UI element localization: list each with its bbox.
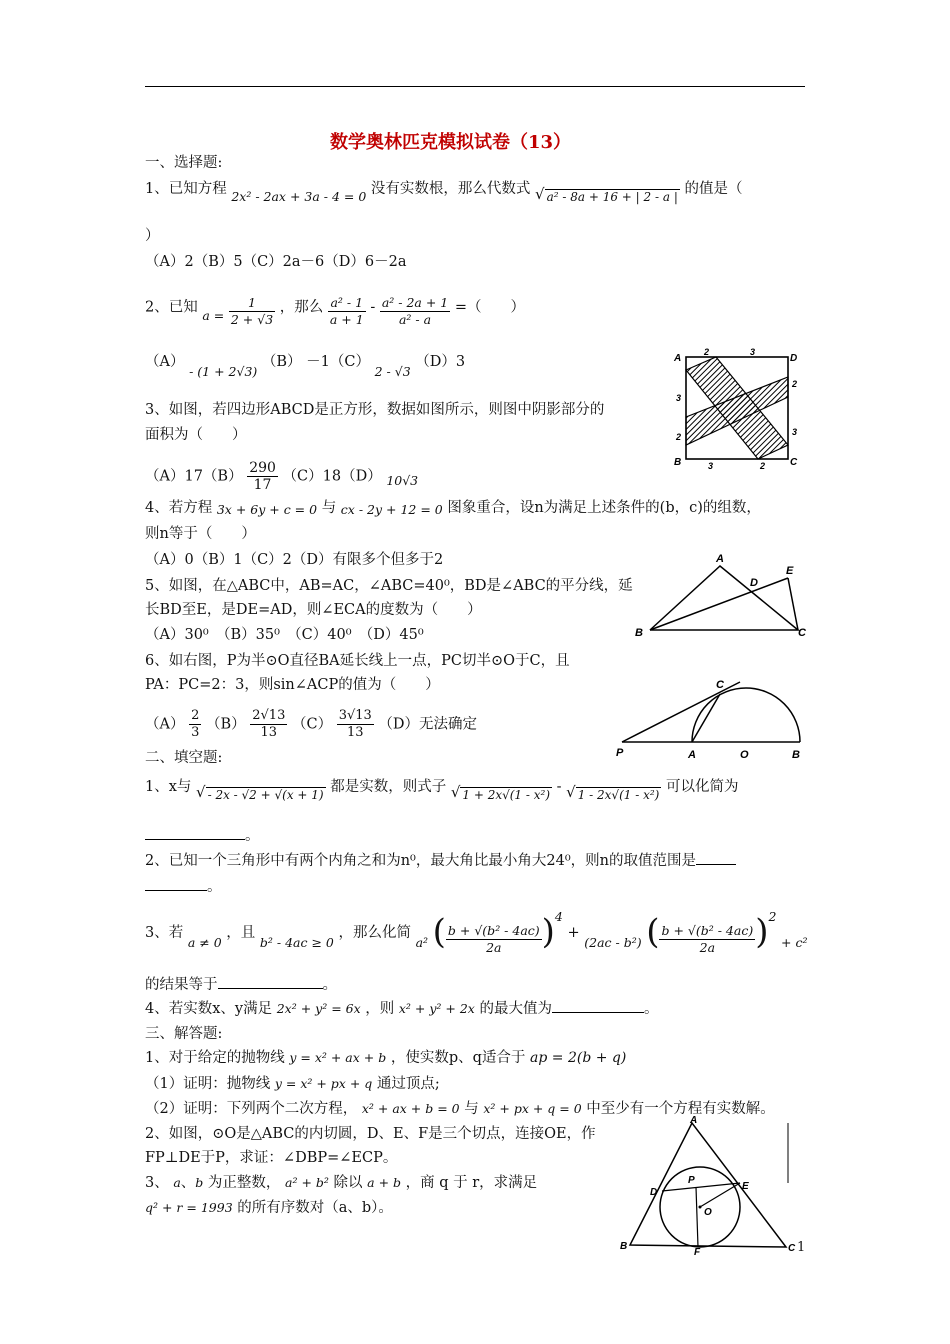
choice-q2-option-c-expr: 2 - √3 (374, 364, 411, 379)
choice-q3-option-b-fraction: $\frac{290}{17}$ (249, 460, 276, 493)
choice-q1-expression: a² - 8a + 16 + | 2 - a | (546, 190, 678, 204)
solve-q1-part2-post: 中至少有一个方程有实数解。 (586, 1101, 775, 1117)
solve-q1-part2-equation-2: x² + px + q = 0 (483, 1101, 582, 1116)
fill-q4-pre: 4、若实数x、y满足 (145, 1001, 273, 1017)
solve-q3-divisor: a + b (367, 1175, 402, 1190)
section-heading-fill: 二、填空题: (145, 750, 223, 766)
label-o: O (704, 1207, 712, 1218)
solve-q1-condition: ap = 2(b + q) (530, 1050, 627, 1066)
length-label-left-upper: 3 (676, 393, 682, 403)
choice-q1-mid: 没有实数根，那么代数式 (370, 181, 531, 197)
choice-q6-option-b: （B） (205, 716, 246, 733)
label-b: B (792, 749, 800, 761)
choice-q2-a-eq: a = (202, 307, 225, 323)
choice-q5-line2: 长BD至E，是DE=AD，则∠ECA的度数为（ ） (145, 602, 482, 618)
choice-q2-option-d: （D）3 (415, 354, 466, 370)
fill-q1-answer-blank[interactable] (145, 839, 245, 840)
solve-q1-equation: y = x² + ax + b (289, 1050, 387, 1065)
solve-q1-part1-equation: y = x² + px + q (274, 1076, 373, 1091)
section-heading-choice: 一、选择题: (145, 155, 223, 171)
segment-fp (696, 1187, 698, 1247)
label-d: D (750, 577, 758, 589)
triangle-figure (630, 550, 810, 642)
fill-q2-line (145, 851, 736, 871)
fill-q3-end: 。 (322, 977, 337, 993)
choice-q6-option-b-fraction: $\frac{2√13}{13}$ (252, 708, 286, 740)
paren-close: ) (541, 912, 555, 952)
solve-q1-part1-pre: （1）证明：抛物线 (145, 1076, 271, 1092)
length-label-bottom-left: 3 (708, 461, 714, 470)
choice-q1-equation: 2x² - 2ax + 3a - 4 = 0 (231, 189, 367, 204)
sqrt-symbol: √ (566, 783, 576, 801)
fill-q1-pre: 1、x与 (145, 779, 192, 795)
choice-q3-options (145, 460, 418, 493)
choice-q2-minus: - (370, 299, 376, 316)
choice-q2-options (145, 352, 466, 379)
solve-q3-line2 (145, 1198, 393, 1218)
chord-ac (692, 694, 720, 742)
fill-q4-equation: 2x² + y² = 6x (276, 1001, 361, 1016)
vertex-label-d: D (790, 353, 798, 364)
fill-q3-plus: + (567, 925, 580, 941)
choice-q4-post: 图象重合，设n为满足上述条件的(b，c)的组数， (447, 500, 761, 516)
fill-q3-mid: ，且 (226, 925, 256, 941)
solve-q2-line2: FP⊥DE于P，求证：∠DBP=∠ECP。 (145, 1150, 398, 1166)
fill-q2-text: 2、已知一个三角形中有两个内角之和为n⁰，最大角比最小角大24⁰，则n的取值范围是 (145, 853, 696, 869)
choice-q6-option-d: （D）无法确定 (378, 716, 478, 733)
fill-q3-fraction-2: $\frac{\text{b + √(b² - 4ac)}}{2a}$ (661, 922, 754, 955)
choice-q3-line1: 3、如图，若四边形ABCD是正方形，数据如图所示，则图中阴影部分的 (145, 402, 605, 418)
fill-q1-post: 可以化简为 (665, 779, 739, 795)
length-label-right-upper: 2 (792, 379, 798, 389)
fill-q4-post: 的最大值为 (479, 1001, 552, 1017)
choice-q6-option-a-fraction: $\frac{2}{3}$ (191, 708, 200, 740)
page-title: 数学奥林匹克模拟试卷（13） (330, 132, 572, 153)
sqrt-symbol: √ (450, 783, 461, 801)
choice-q2-option-a: （A） (145, 354, 185, 370)
solve-q3-text-3: ，商 q 于 r，求满足 (405, 1175, 538, 1191)
solve-q3-sep: 、 (180, 1175, 196, 1191)
label-f: F (694, 1247, 701, 1255)
choice-q6-option-a: （A） (145, 716, 185, 733)
fill-q4-line (145, 999, 658, 1019)
choice-q1-line (145, 178, 743, 204)
fill-q3-tail: + c² (781, 935, 808, 950)
choice-q2-fraction-1: $\frac{\text{a² - 1}}{a + 1}$ (329, 295, 364, 327)
solve-q3-pre: 3、 (145, 1175, 169, 1191)
square-figure (668, 345, 808, 470)
fill-q2-answer-blank-2[interactable] (145, 890, 207, 891)
label-a: A (688, 749, 696, 761)
choice-q4-line2: 则n等于（ ） (145, 526, 256, 542)
page-number: 1 (797, 1240, 806, 1255)
choice-q4-mid: 与 (321, 500, 337, 516)
paren-open: ( (432, 912, 446, 952)
length-label-top-right: 3 (750, 347, 756, 357)
label-c: C (716, 679, 724, 691)
solve-q1-part2-pre: （2）证明：下列两个二次方程， (145, 1101, 358, 1117)
choice-q5-line1: 5、如图，在△ABC中，AB=AC，∠ABC=40⁰，BD是∠ABC的平分线，延 (145, 578, 633, 594)
triangle-abc (650, 566, 798, 630)
choice-q1-cont: ） (145, 228, 160, 244)
solve-q3-expression: a² + b² (285, 1175, 329, 1190)
fill-q1-end: 。 (245, 828, 260, 844)
fill-q3-answer-line (145, 975, 337, 995)
fill-q1-answer-line (145, 826, 260, 846)
fill-q1-mid: 都是实数，则式子 (330, 779, 447, 795)
choice-q3-option-d-expr: 10√3 (386, 472, 419, 488)
center-point (699, 1206, 702, 1209)
solve-q3-line1 (145, 1173, 537, 1193)
label-c: C (798, 627, 806, 639)
fill-q1-minus: - (556, 779, 562, 795)
choice-q2-pre: 2、已知 (145, 299, 198, 316)
fill-q1-expression-1: - 2x - √2 + √(x + 1) (207, 788, 324, 802)
length-label-right-lower: 3 (792, 427, 798, 437)
choice-q6-option-c-fraction: $\frac{3√13}{13}$ (338, 708, 372, 740)
label-e: E (742, 1181, 749, 1192)
fill-q1-expression-2: 1 + 2x√(1 - x²) (462, 788, 551, 802)
label-d: D (650, 1187, 658, 1198)
choice-q3-option-a: （A）17（B） (145, 468, 243, 485)
length-label-left-lower: 2 (676, 432, 682, 442)
solve-q3-text-1: 为正整数， (207, 1175, 281, 1191)
fill-q1-line (145, 776, 739, 802)
fill-q3-answer-blank[interactable] (218, 988, 323, 989)
solve-q1-part2-mid: 与 (464, 1101, 479, 1117)
solve-q3-text-4: 的所有序数对（a、b）。 (237, 1200, 393, 1216)
fill-q3-mid2: ，那么化简 (338, 925, 411, 941)
choice-q4-pre: 4、若方程 (145, 500, 213, 516)
fill-q3-power-4: 4 (554, 909, 563, 925)
label-a: A (716, 553, 724, 565)
choice-q4-options: （A）0（B）1（C）2（D）有限多个但多于2 (145, 552, 444, 568)
solve-q1-mid: ，使实数p、q适合于 (390, 1050, 526, 1066)
fill-q4-expression: x² + y² + 2x (398, 1001, 475, 1016)
choice-q1-post: 的值是（ (684, 181, 743, 197)
fill-q3-line (145, 909, 808, 955)
choice-q6-options (145, 708, 477, 741)
length-label-top-left: 2 (704, 347, 710, 357)
label-b: B (620, 1241, 628, 1252)
choice-q1-options: （A）2（B）5（C）2a－6（D）6－2a (145, 254, 407, 270)
solve-q1-part2-equation-1: x² + ax + b = 0 (361, 1101, 460, 1116)
choice-q2-option-a-expr: - (1 + 2√3) (189, 364, 258, 379)
choice-q3-line2: 面积为（ ） (145, 427, 247, 443)
sqrt-symbol: √ (196, 783, 206, 801)
fill-q4-mid: ，则 (365, 1001, 395, 1017)
choice-q6-line2: PA：PC=2：3，则sin∠ACP的值为（ ） (145, 677, 440, 693)
incircle-figure (618, 1115, 808, 1255)
fill-q4-end: 。 (643, 1001, 659, 1017)
header-rule (145, 86, 805, 87)
sqrt-symbol: √ (535, 185, 545, 203)
label-c: C (788, 1243, 796, 1254)
label-p: P (688, 1175, 695, 1186)
fill-q2-answer-blank-1[interactable] (696, 864, 736, 865)
label-b: B (635, 627, 643, 639)
choice-q4-equation-2: cx - 2y + 12 = 0 (340, 502, 443, 517)
choice-q2-fraction-2: $\frac{\text{a² - 2a + 1}}{\text{a² - a}}$ (381, 295, 449, 327)
solve-q3-b: b (195, 1175, 204, 1190)
fill-q3-a-squared: a² (415, 935, 429, 950)
fill-q1-expression-3: 1 - 2x√(1 - x²) (577, 788, 660, 802)
length-label-bottom-right: 2 (760, 461, 766, 470)
fill-q2-end: 。 (207, 879, 222, 895)
solve-q1-part1-post: 通过顶点; (376, 1076, 440, 1092)
choice-q2-mid: ，那么 (279, 299, 324, 316)
choice-q5-options: （A）30⁰ （B）35⁰ （C）40⁰ （D）45⁰ (145, 627, 424, 643)
label-e: E (786, 565, 794, 577)
vertex-label-a: A (674, 353, 682, 364)
paren-open: ( (646, 912, 660, 952)
solve-q3-a: a (173, 1175, 181, 1190)
choice-q4-line1 (145, 498, 761, 518)
fill-q4-answer-blank[interactable] (552, 1012, 644, 1013)
solve-q1-line (145, 1048, 626, 1068)
solve-q2-line1: 2、如图，⊙O是△ABC的内切圆，D、E、F是三个切点，连接OE，作 (145, 1126, 596, 1142)
fill-q3-condition-1: a ≠ 0 (187, 935, 222, 950)
choice-q2-post: =（ ） (454, 299, 526, 316)
fill-q3-condition-2: b² - 4ac ≥ 0 (259, 935, 334, 950)
solve-q1-pre: 1、对于给定的抛物线 (145, 1050, 285, 1066)
fill-q2-answer-line (145, 877, 222, 897)
choice-q1-pre: 1、已知方程 (145, 181, 227, 197)
choice-q3-option-c: （C）18（D） (282, 468, 382, 485)
label-a: A (690, 1115, 698, 1126)
solve-q1-part1 (145, 1074, 440, 1094)
fill-q3-fraction-1: $\frac{\text{b + √(b² - 4ac)}}{2a}$ (447, 922, 540, 955)
solve-q3-text-2: 除以 (333, 1175, 363, 1191)
choice-q2-option-b: （B） －1（C） (261, 354, 370, 370)
label-o: O (740, 749, 749, 761)
fill-q3-power-2: 2 (768, 909, 777, 925)
choice-q6-line1: 6、如右图，P为半⊙O直径BA延长线上一点，PC切半⊙O于C，且 (145, 653, 570, 669)
vertex-label-b: B (674, 457, 682, 468)
fill-q3-pre: 3、若 (145, 925, 184, 941)
choice-q6-option-c: （C） (291, 716, 333, 733)
semicircle-figure (612, 672, 812, 762)
label-p: P (616, 747, 624, 759)
choice-q4-equation-1: 3x + 6y + c = 0 (216, 502, 318, 517)
solve-q3-equation: q² + r = 1993 (145, 1200, 233, 1215)
section-heading-solve: 三、解答题: (145, 1026, 223, 1042)
tangent-pc (622, 682, 740, 742)
fill-q3-paren-expr: (2ac - b²) (584, 935, 642, 950)
fill-q3-result-text: 的结果等于 (145, 977, 218, 993)
triangle-abc (630, 1123, 786, 1247)
vertex-label-c: C (790, 457, 798, 468)
paren-close: ) (755, 912, 769, 952)
choice-q2-line (145, 291, 526, 327)
choice-q2-a-fraction: $\frac{1}{2 + √3}$ (230, 295, 274, 327)
